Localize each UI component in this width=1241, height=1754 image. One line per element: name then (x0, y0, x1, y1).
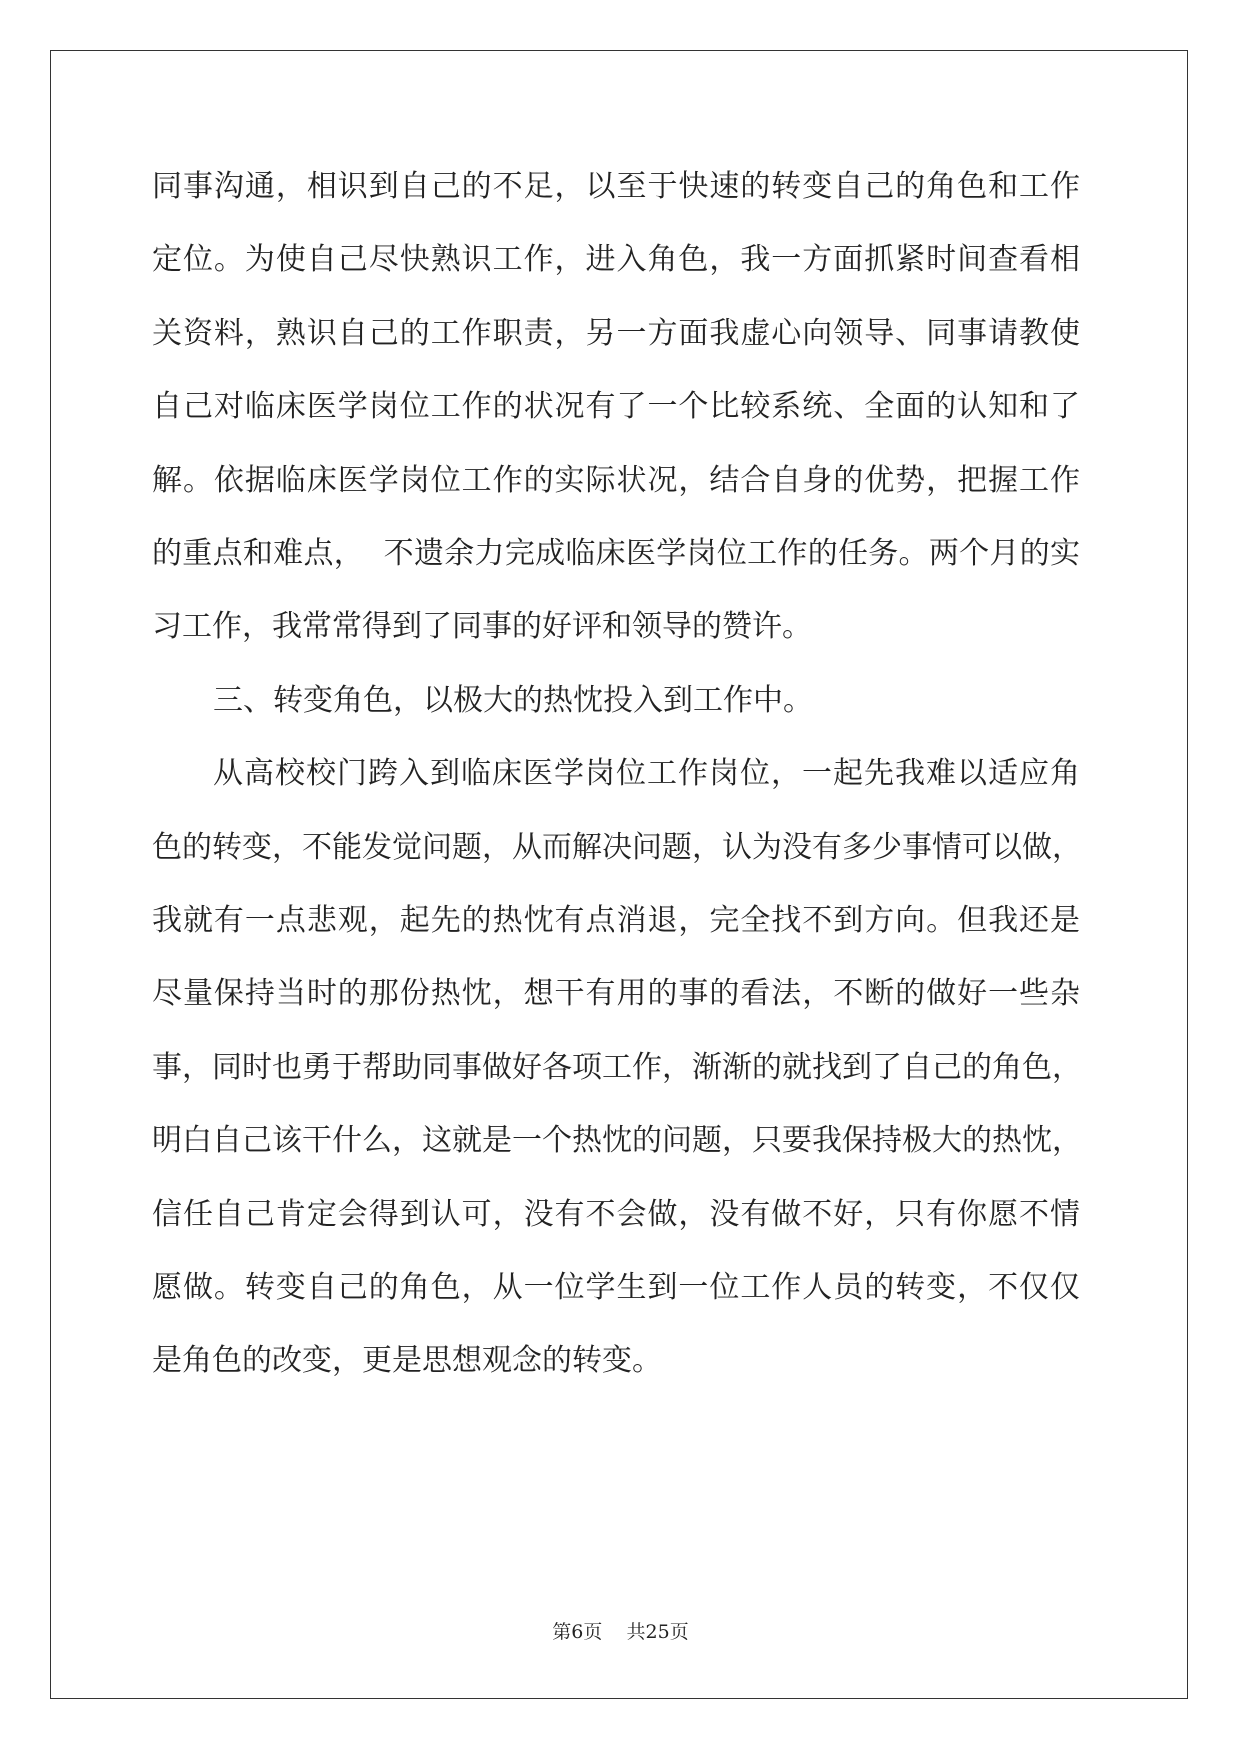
text-line: 愿做。转变自己的角色，从一位学生到一位工作人员的转变，不仅仅 (152, 1270, 1080, 1305)
page-number: 6 (571, 1621, 584, 1643)
total-pages-prefix: 共 (626, 1621, 646, 1643)
text-line: 解。依据临床医学岗位工作的实际状况，结合自身的优势，把握工作 (152, 462, 1080, 498)
text-line: 我就有一点悲观，起先的热忱有点消退，完全找不到方向。但我还是 (152, 903, 1080, 938)
text-line: 同事沟通，相识到自己的不足，以至于快速的转变自己的角色和工作 (152, 169, 1080, 204)
page-border (50, 50, 1188, 1699)
page-number-suffix: 页 (583, 1621, 603, 1643)
text-line: 习工作，我常常得到了同事的好评和领导的赞许。 (152, 609, 812, 645)
text-line: 尽量保持当时的那份热忱，想干有用的事的看法，不断的做好一些杂 (152, 976, 1080, 1012)
text-line: 从高校校门跨入到临床医学岗位工作岗位，一起先我难以适应角 (213, 756, 1080, 792)
page-footer (0, 1617, 1241, 1644)
total-pages: 25 (645, 1621, 670, 1643)
text-line: 定位。为使自己尽快熟识工作，进入角色，我一方面抓紧时间查看相 (152, 242, 1080, 278)
text-line: 自己对临床医学岗位工作的状况有了一个比较系统、全面的认知和了 (152, 389, 1080, 425)
text-line: 明白自己该干什么，这就是一个热忱的问题，只要我保持极大的热忱， (152, 1123, 1082, 1159)
page-number-prefix: 第 (552, 1621, 572, 1643)
text-line: 关资料，熟识自己的工作职责，另一方面我虚心向领导、同事请教使 (152, 315, 1080, 351)
text-line: 色的转变，不能发觉问题，从而解决问题，认为没有多少事情可以做， (152, 829, 1082, 865)
text-line: 信任自己肯定会得到认可，没有不会做，没有做不好，只有你愿不情 (152, 1196, 1080, 1232)
text-line: 事，同时也勇于帮助同事做好各项工作，渐渐的就找到了自己的角色， (152, 1049, 1082, 1085)
text-line: 是角色的改变，更是思想观念的转变。 (152, 1343, 662, 1379)
text-line: 三、转变角色，以极大的热忱投入到工作中。 (213, 682, 813, 718)
text-line: 的重点和难点， 不遗余力完成临床医学岗位工作的任务。两个月的实 (152, 536, 1080, 571)
total-pages-suffix: 页 (669, 1621, 689, 1643)
